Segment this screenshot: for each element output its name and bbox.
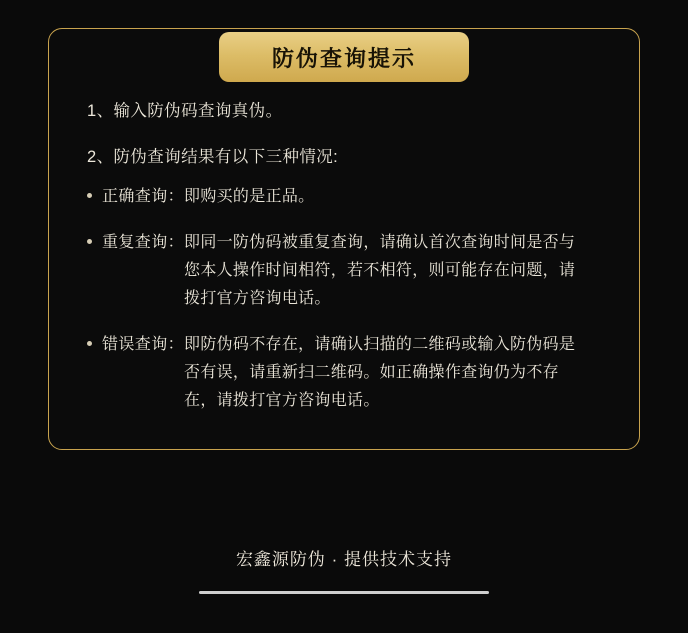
- info-panel: [48, 28, 640, 450]
- bullet-dot-icon: [87, 239, 92, 244]
- case-label-correct: 正确查询：: [102, 188, 185, 205]
- panel-content: [87, 97, 621, 433]
- list-item-body: [102, 331, 584, 415]
- footer: [0, 545, 688, 570]
- list-item-body: [102, 229, 584, 313]
- bullet-dot-icon: [87, 193, 92, 198]
- page-title: 防伪查询提示: [271, 45, 416, 71]
- case-text-correct: 即购买的是正品。: [184, 188, 315, 205]
- case-text-error: 即防伪码不存在，请确认扫描的二维码或输入防伪码是否有误，请重新扫二维码。如正确操作查询仍为不存在，请拨打官方咨询电话。: [184, 336, 576, 409]
- footer-credit: 宏鑫源防伪 · 提供技术支持: [235, 550, 453, 569]
- case-label-duplicate: 重复查询：: [102, 234, 185, 251]
- result-cases-list: [87, 183, 621, 415]
- home-indicator: [199, 591, 489, 594]
- list-item-body: [102, 183, 314, 211]
- case-label-error: 错误查询：: [102, 336, 185, 353]
- instruction-item-2: 2、防伪查询结果有以下三种情况:: [87, 148, 339, 166]
- case-text-duplicate: 即同一防伪码被重复查询，请确认首次查询时间是否与您本人操作时间相符，若不相符，则可能存在问题，请拨打官方咨询电话。: [184, 234, 576, 307]
- list-item: [87, 183, 621, 211]
- bullet-dot-icon: [87, 341, 92, 346]
- instruction-item-1: 1、输入防伪码查询真伪。: [87, 102, 283, 120]
- panel-title-chip: [219, 32, 469, 82]
- list-item: [87, 331, 621, 415]
- list-item: [87, 229, 621, 313]
